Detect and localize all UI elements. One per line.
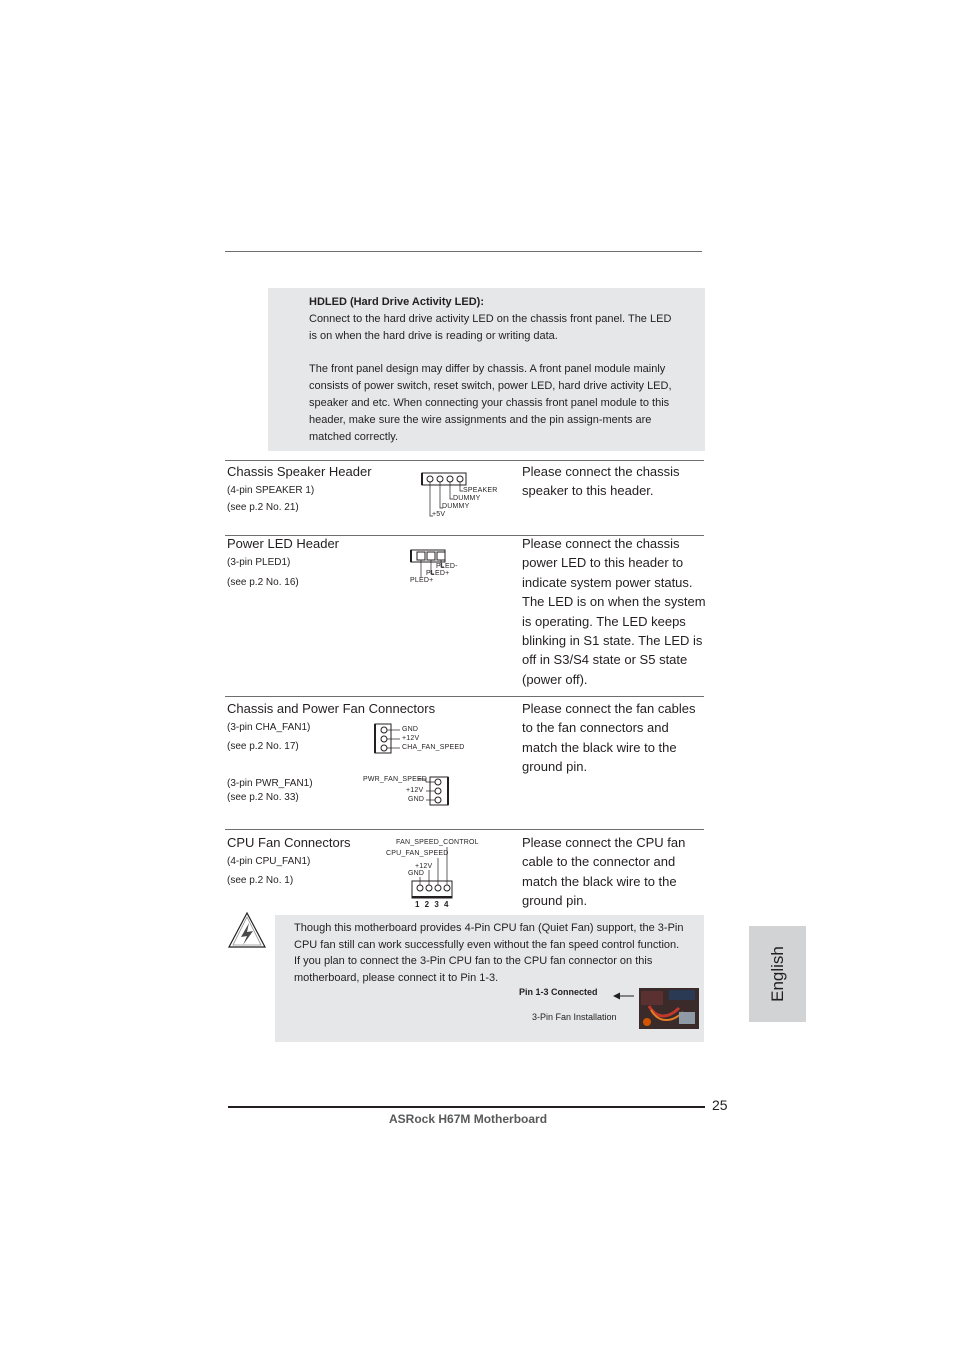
pin-label: DUMMY xyxy=(453,495,481,502)
pwr-fan-ref: (see p.2 No. 33) xyxy=(227,792,299,803)
speaker-header-diagram xyxy=(420,472,500,522)
cpu-title: CPU Fan Connectors xyxy=(227,835,351,850)
pin-label: PLED- xyxy=(436,563,458,570)
pin-label: CHA_FAN_SPEED xyxy=(402,744,465,751)
cpu-fan-note-text: Though this motherboard provides 4-Pin CPU fan (Quiet Fan) support, the 3-Pin CPU fan still can work successfully even without the fan speed control function. If you plan to connect the 3-Pin CPU fan to the CPU fan connector on this motherboard, please connect it to Pin 1-3. xyxy=(294,922,684,984)
pled-sub: (3-pin PLED1) xyxy=(227,557,291,568)
pin-label: PLED+ xyxy=(426,570,450,577)
pin-label: +12V xyxy=(415,863,433,870)
top-rule xyxy=(225,251,702,252)
pin-label: GND xyxy=(408,796,425,803)
pled-header-diagram xyxy=(408,549,468,589)
language-tab xyxy=(749,926,806,1022)
pin-label: GND xyxy=(408,870,425,877)
hdled-heading: HDLED (Hard Drive Activity LED): xyxy=(309,296,485,308)
fans-title: Chassis and Power Fan Connectors xyxy=(227,701,436,716)
pled-ref: (see p.2 No. 16) xyxy=(227,577,299,588)
pin-label: +5V xyxy=(432,511,446,518)
pin-numbers: 1 2 3 4 xyxy=(415,900,450,909)
fans-desc: Please connect the fan cables to the fan connectors and match the black wire to the ground pin. xyxy=(522,701,696,775)
pwr-fan-sub: (3-pin PWR_FAN1) xyxy=(227,778,313,789)
speaker-desc: Please connect the chassis speaker to this header. xyxy=(522,464,680,499)
pin-label: +12V xyxy=(406,787,424,794)
pin-label: DUMMY xyxy=(442,503,470,510)
footer-rule xyxy=(228,1106,705,1108)
page-number: 25 xyxy=(712,1097,728,1113)
cha-fan-ref: (see p.2 No. 17) xyxy=(227,741,299,752)
arrow-left-icon xyxy=(612,988,636,998)
speaker-ref: (see p.2 No. 21) xyxy=(227,502,299,513)
cpu-fan-diagram xyxy=(384,838,479,912)
cpu-sub: (4-pin CPU_FAN1) xyxy=(227,856,311,867)
pin-label: PWR_FAN_SPEED xyxy=(363,776,428,783)
pwr-fan-diagram xyxy=(360,774,455,808)
cpu-ref: (see p.2 No. 1) xyxy=(227,875,294,886)
pin-connected-label: Pin 1-3 Connected xyxy=(519,987,598,997)
pin-label: FAN_SPEED_CONTROL xyxy=(396,839,479,846)
cha-fan-sub: (3-pin CHA_FAN1) xyxy=(227,722,311,733)
speaker-title: Chassis Speaker Header xyxy=(227,464,372,479)
pled-title: Power LED Header xyxy=(227,536,339,551)
cpu-rule xyxy=(225,829,704,830)
fan-installation-caption: 3-Pin Fan Installation xyxy=(532,1012,617,1022)
pin-label: CPU_FAN_SPEED xyxy=(386,850,449,857)
pwr-fan-pins-icon xyxy=(360,774,455,808)
pin-label: +12V xyxy=(402,735,420,742)
pin-label: PLED+ xyxy=(410,577,434,584)
hdled-text: Connect to the hard drive activity LED on the chassis front panel. The LED is on when the hard drive is reading or writing data. The front panel design may differ by chassis. A front panel module mainly consists of power switch, reset switch, power LED, hard drive activity LED, speaker and etc. When connecting your chassis front panel module to this header, make sure the wire assignments and the pin assign-ments are matched correctly. xyxy=(309,313,672,443)
speaker-rule xyxy=(225,460,704,461)
language-label: English xyxy=(767,946,787,1002)
footer-product: ASRock H67M Motherboard xyxy=(389,1112,548,1126)
cpu-desc: Please connect the CPU fan cable to the connector and match the black wire to the ground pin. xyxy=(522,835,686,909)
warning-icon xyxy=(226,910,268,950)
fan-installation-photo xyxy=(639,988,699,1029)
pin-label: GND xyxy=(402,726,419,733)
fans-rule xyxy=(225,696,704,697)
pled-desc: Please connect the chassis power LED to this header to indicate system power status. The LED is on when the system is operating. The LED keeps blinking in S1 state. The LED is off in S3/S4 state or S5 state (power off). xyxy=(522,536,706,687)
cha-fan-diagram xyxy=(372,723,472,755)
pin-label: SPEAKER xyxy=(463,487,498,494)
cha-fan-pins-icon xyxy=(372,723,402,755)
speaker-sub: (4-pin SPEAKER 1) xyxy=(227,485,315,496)
